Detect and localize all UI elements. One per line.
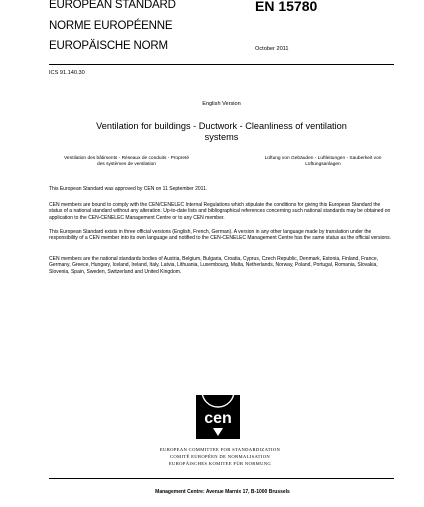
title-french [49,156,204,168]
header-europaische-norm: EUROPÄISCHE NORM [49,40,168,52]
title-french-line-1: Ventilation des bâtiments - Réseaux de conduits - Propreté [63,156,190,161]
document-title [49,121,394,143]
ics-code: ICS 91.140.30 [49,70,85,76]
footer-rule [49,478,394,479]
internal-regulations-paragraph: CEN members are bound to comply with the CEN/CENELEC Internal Regulations which stipulate the conditions for giving this European Standard the status of a national standard without any alteration. Up-to-date lists and bibliographical references concerning such national standards may be obtained on application to the CEN-CENELEC Management Centre or to any CEN member. [49,202,391,221]
header-rule [49,64,394,65]
members-paragraph: CEN members are the national standards bodies of Austria, Belgium, Bulgaria, Croatia, Cyprus, Czech Republic, Denmark, Estonia, Finland, France, Germany, Greece, Hungary, Iceland, Ireland, Italy, Latvia, Lithuania, Luxembourg, Malta, Netherlands, Norway, Poland, Portugal, Romania, Slovakia, Slovenia, Spain, Sweden, Switzerland and United Kingdom. [49,256,379,275]
title-line-1: Ventilation for buildings - Ductwork - Cleanliness of ventilation [96,121,347,131]
org-name-english: EUROPEAN COMMITTEE FOR STANDARDIZATION [159,447,281,452]
org-name-german: EUROPÄISCHES KOMITEE FÜR NORMUNG [168,461,272,466]
org-name-french: COMITÉ EUROPÉEN DE NORMALISATION [169,454,271,459]
title-german-line-1: Lüftung von Gebäuden - Luftleitungen - Sauberkeit von [264,156,382,161]
version-label: English Version [202,101,241,107]
approval-paragraph: This European Standard was approved by CEN on 11 September 2011. [49,186,208,192]
title-german-line-2: Lüftungsanlagen [305,162,341,167]
cen-logo-text: cen [204,410,232,427]
publication-date: October 2011 [255,46,289,52]
title-line-2: systems [204,132,239,142]
header-norme-europeenne: NORME EUROPÉENNE [49,20,173,32]
header-european-standard: EUROPEAN STANDARD [49,0,176,11]
official-versions-paragraph: This European Standard exists in three official versions (English, French, German). A version in any other language made by translation under the responsibility of a CEN member into its own language and notified to the CEN-CENELEC Management Centre has the same status as the official versions. [49,229,392,242]
title-german [243,156,403,168]
management-centre-address: Management Centre: Avenue Marnix 17, B-1000 Brussels [155,489,290,495]
standard-number: EN 15780 [255,0,318,14]
title-french-line-2: des systèmes de ventilation [97,162,156,167]
cen-logo [196,395,240,439]
